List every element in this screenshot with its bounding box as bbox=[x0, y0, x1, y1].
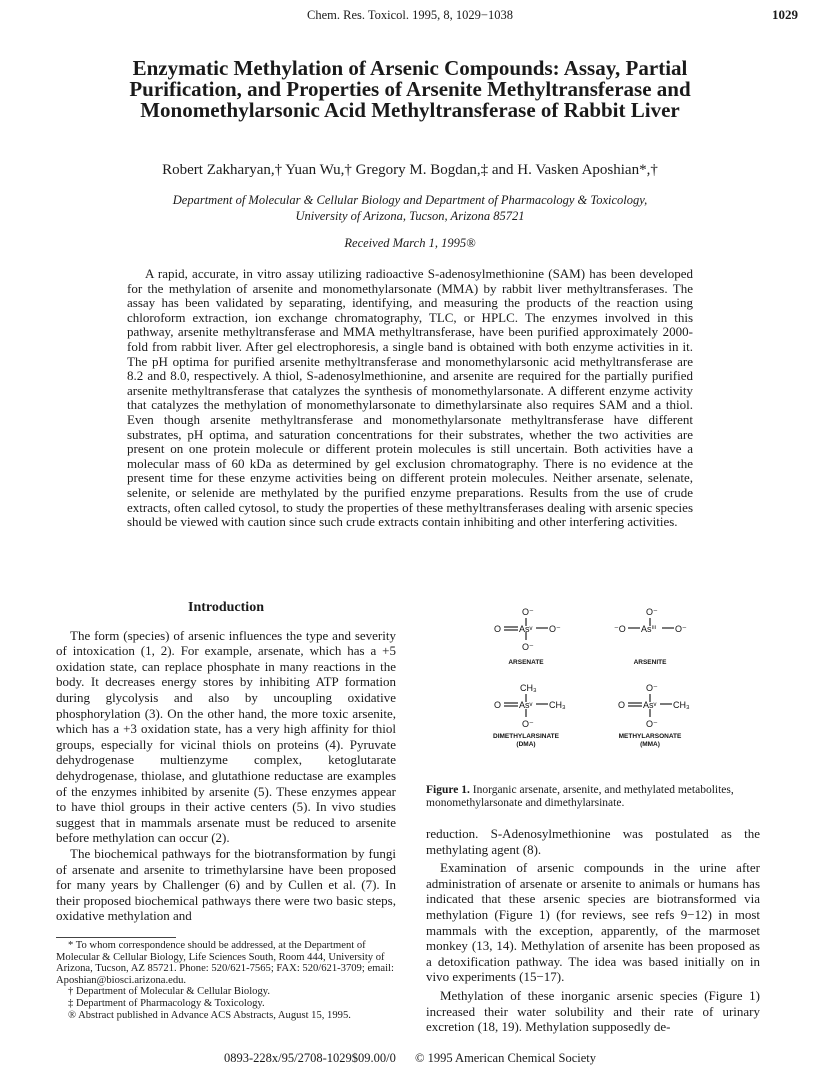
atom-label: O⁻ bbox=[522, 642, 534, 652]
paragraph: The biochemical pathways for the biotransformation by fungi of arsenate and arsenite to trimethylarsine have been proposed for many years by Challenger (6) and by Cullen et al. (7). In their proposed biochemical pathways there were two basic steps, oxidative methylation and bbox=[56, 845, 396, 924]
atom-label: O⁻ bbox=[675, 624, 687, 634]
received-date: Received March 1, 1995® bbox=[344, 236, 476, 250]
atom-label: CH₃ bbox=[520, 683, 537, 693]
paragraph: reduction. S-Adenosylmethionine was postulated as the methylating agent (8). bbox=[426, 826, 760, 857]
abstract: A rapid, accurate, in vitro assay utilizing radioactive S-adenosylmethionine (SAM) has been developed for the methylation of arsenite and monomethylarsonate (MMA) by rabbit liver methyltransferases. The assay has been validated by separating, identifying, and measuring the products of the reaction using chloroform extraction, ion exchange chromatography, TLC, or HPLC. The enzymes involved in this pathway, arsenite methyltransferase and MMA methyltransferase, have been purified approximately 2000-fold from rabbit liver. After gel electrophoresis, a single band is obtained with both enzyme activities in it. The pH optima for purified arsenite methyltransferase and monomethylarsonic acid methyltransferase are 8.2 and 8.0, respectively. A thiol, S-adenosylmethionine, and arsenite are required for the partially purified arsenite methyltransferase that catalyzes the synthesis of monomethylarsonate. A different enzyme activity that catalyzes the methylation of monomethylarsonate to dimethylarsinate also requires SAM and a thiol. Even though arsenite methyltransferase and monomethylarsonate methyltransferase have different substrates, pH optima, and saturation concentrations for their substrates, whether the two activities are present on one protein molecule or different protein molecules is still uncertain. Both activities have a molecular mass of 60 kDa as determined by gel exclusion chromatography. There is no evidence at the present time for these enzyme activities being on different protein molecules. Neither arsenate, selenate, selenite, or selenide are methylated by the purified enzyme preparations. Results from the use of crude extracts, often called cytosol, to study the properties of these methyltransferases dealing with arsenic species should be viewed with caution since such crude extracts contain inhibiting and other interfering activities. bbox=[127, 266, 693, 530]
atom-label: Asᵛ bbox=[519, 624, 533, 634]
footnote: ‡ Department of Pharmacology & Toxicology. bbox=[68, 997, 265, 1009]
atom-label: CH₃ bbox=[673, 700, 690, 710]
atom-label: O⁻ bbox=[522, 607, 534, 617]
atom-label: O⁻ bbox=[522, 719, 534, 729]
atom-label: O⁻ bbox=[646, 719, 658, 729]
atom-label: O bbox=[618, 700, 626, 710]
chemical-structures-diagram bbox=[426, 606, 760, 781]
atom-label: Asᵛ bbox=[519, 700, 533, 710]
atom-label: O⁻ bbox=[646, 683, 658, 693]
footnote: ® Abstract published in Advance ACS Abstracts, August 15, 1995. bbox=[68, 1009, 351, 1021]
copyright: © 1995 American Chemical Society bbox=[415, 1051, 596, 1065]
author-list: Robert Zakharyan,† Yuan Wu,† Gregory M. Bogdan,‡ and H. Vasken Aposhian*,† bbox=[162, 162, 658, 178]
structure-label: ARSENATE bbox=[508, 659, 544, 666]
article-code: 0893-228x/95/2708-1029$09.00/0 bbox=[224, 1051, 396, 1065]
affiliation-line: Department of Molecular & Cellular Biology and Department of Pharmacology & Toxicology, bbox=[172, 193, 648, 207]
figure-caption-text: Inorganic arsenate, arsenite, and methylated metabolites, monomethylarsonate and dimethylarsinate. bbox=[426, 784, 734, 809]
affiliation-line: University of Arizona, Tucson, Arizona 85721 bbox=[295, 209, 525, 223]
footnote: * To whom correspondence should be addressed, at the Department of Molecular & Cellular Biology, Life Sciences South, Room 444, University of Arizona, Tucson, AZ 85721. Phone: 520/621-7565; FAX: 520/621-3709; email: Aposhian@biosci.arizona.edu. bbox=[56, 940, 394, 986]
affiliation bbox=[100, 192, 720, 224]
atom-label: O bbox=[494, 700, 502, 710]
paragraph: Methylation of these inorganic arsenic species (Figure 1) increased their water solubility and their rate of urinary excretion (18, 19). Methylation supposedly de- bbox=[426, 987, 760, 1035]
atom-label: Asⁱⁱⁱ bbox=[641, 624, 657, 634]
figure-caption bbox=[426, 784, 760, 810]
left-column bbox=[56, 600, 396, 924]
footnotes bbox=[56, 940, 396, 1021]
article-title: Enzymatic Methylation of Arsenic Compounds: Assay, Partial Purification, and Properties of Arsenite Methyltransferase and Monomethylarsonic Acid Methyltransferase of Rabbit Liver bbox=[129, 56, 691, 122]
atom-label: ⁻O bbox=[614, 624, 626, 634]
atom-label: O bbox=[494, 624, 502, 634]
structure-label: DIMETHYLARSINATE bbox=[493, 733, 559, 740]
figure-caption-label: Figure 1. bbox=[426, 784, 470, 796]
page-number: 1029 bbox=[772, 7, 798, 22]
footnote: † Department of Molecular & Cellular Biology. bbox=[68, 986, 271, 998]
structure-label: (MMA) bbox=[640, 741, 660, 748]
paragraph: Examination of arsenic compounds in the urine after administration of arsenate or arsenite to animals or humans has indicated that these arsenic species are biotransformed via methylation (Figure 1) (for reviews, see refs 9−12) in most mammals with the exception, apparently, of the marmoset monkey (13, 14). Methylation of arsenite has been proposed as a detoxification pathway. The idea was based initially on in vivo experiments (15−17). bbox=[426, 860, 760, 985]
right-column bbox=[426, 826, 760, 1035]
running-header: Chem. Res. Toxicol. 1995, 8, 1029−1038 bbox=[307, 8, 513, 22]
footnote-divider bbox=[56, 937, 176, 938]
section-heading: Introduction bbox=[188, 600, 264, 615]
atom-label: Asᵛ bbox=[643, 700, 657, 710]
paragraph: The form (species) of arsenic influences the type and severity of intoxication (1, 2). For example, arsenate, which has a +5 oxidation state, can replace phosphate in many reactions in the body. It decreases energy stores by inhibiting ATP formation during glycolysis and also by uncoupling oxidative phosphorylation (3). On the other hand, the more toxic arsenite, which has a +3 oxidation state, has a very high affinity for thiol groups, especially for vicinal thiols on proteins (4). Pyruvate dehydrogenase multienzyme complex, ketoglutarate dehydrogenase, thiolase, and glutathione reductase are examples of the enzymes inhibited by arsenite (5). These enzymes appear to have thiol groups in their active centers (5). In vivo studies suggest that in mammals arsenate must be reduced to arsenite before methylation can occur (2). bbox=[56, 627, 396, 846]
page-footer bbox=[0, 1051, 820, 1066]
atom-label: CH₃ bbox=[549, 700, 566, 710]
structure-label: (DMA) bbox=[516, 741, 536, 748]
structure-label: ARSENITE bbox=[633, 659, 667, 666]
atom-label: O⁻ bbox=[549, 624, 561, 634]
atom-label: O⁻ bbox=[646, 607, 658, 617]
structure-label: METHYLARSONATE bbox=[618, 733, 682, 740]
